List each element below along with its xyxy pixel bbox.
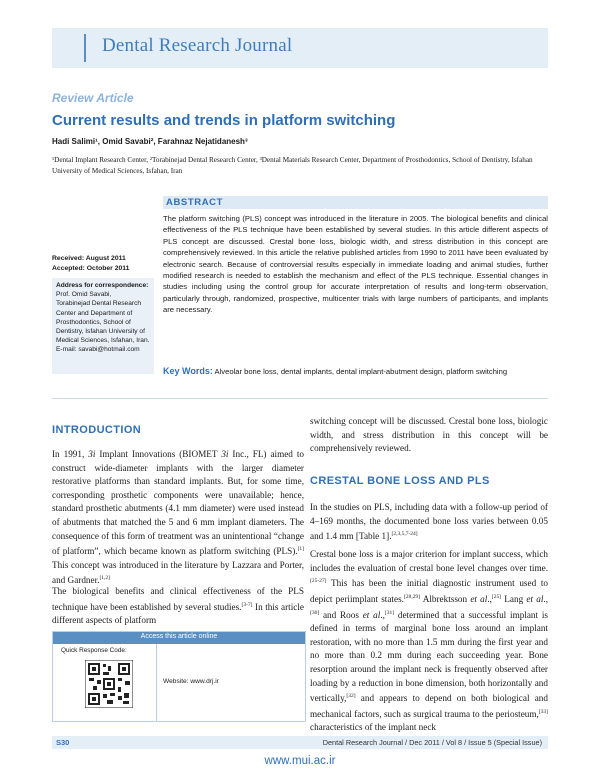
citation-ref[interactable]: [31] [384, 609, 395, 616]
citation-ref[interactable]: [1,2] [99, 575, 110, 582]
accepted-date: Accepted: October 2011 [52, 264, 130, 272]
citation-ref[interactable]: [1] [297, 546, 304, 553]
access-box-header-label: Access this article online [140, 633, 218, 640]
citation-ref[interactable]: [30] [310, 609, 320, 616]
correspondence-address: Torabinejad Dental Research Center and Department of Prosthodontics, School of Dentistry, Isfahan University of Medical Sciences, Isfahan, Iran. [56, 300, 150, 345]
citation-ref[interactable]: [28,29] [403, 593, 420, 600]
introduction-paragraph-1: In 1991, 3i Implant Innovations (BIOMET 3i Inc., FL) aimed to construct wide-diameter implants with the larger diameter restorative platforms than standard implants. But, for some time, corresponding prosthetic components were unavailable; hence, standard prosthetic abutments (4.1 mm diameter) were used instead of abutments that matched the 5 and 6 mm implant diameters. The consequence of this form of treatment was an unintentional “change of platform”, which became known as platform switching (PLS).[1] This concept was introduced in the literature by Lazzara and Porter, and Gardner.[1,2] [52, 449, 305, 586]
citation-ref[interactable]: [33] [538, 708, 548, 715]
introduction-continuation: switching concept will be discussed. Crestal bone loss, biologic width, and stress distribution in this concept will be comprehensively reviewed. [310, 416, 548, 454]
citation-ref[interactable]: [2,3,5,7-24] [391, 531, 418, 538]
source-url-link[interactable]: www.mui.ac.ir [264, 755, 336, 767]
citation-ref[interactable]: [3-7] [241, 601, 253, 608]
citation-ref[interactable]: [25] [491, 593, 502, 600]
header-accent-rule [84, 34, 86, 62]
crestal-paragraph-2: Crestal bone loss is a major criterion for implant success, which includes the evaluation of crestal bone level changes over time.[25-27] This has been the initial diagnostic instrument used to depict periimplant states.[28,29] Albrektsson et al.,[25] Lang et al.,[30] and Roos et al.,[31] determined that a successful implant is defined in terms of marginal bone loss around an implant restoration, with no more than 1.5 mm during the first year and no more than 0.2 mm during each succeeding year. Bone resorption around the implant neck is frequently observed after loading by a reduction in bone dimension, both horizontally and vertically,[32] and appears to depend on both biological and mechanical factors, such as surgical trauma to the periosteum,[33] characteristics of the implant neck [310, 549, 549, 733]
access-box-divider [156, 644, 157, 721]
abstract-heading: ABSTRACT [166, 197, 224, 208]
received-date: Received: August 2011 [52, 255, 126, 262]
crestal-bone-loss-heading: CRESTAL BONE LOSS AND PLS [310, 475, 490, 487]
citation-ref[interactable]: [32] [346, 693, 356, 700]
page-footer [52, 736, 548, 749]
abstract-text: The platform switching (PLS) concept was introduced in the literature in 2005. The biological benefits and clinical effectiveness of the PLS technique have been established by several studies. In this article different aspects of PLS concept are discussed. Crestal bone loss, biologic width, and stress distribution in this concept are comprehensively reviewed. In this article the relative published articles from 1990 to 2011 have been evaluated by electronic search. Because of controversial results especially in immediate loading and animal studies, further modified research is needed to establish the mechanism and effect of the PLS technique. Essential changes in studies including using the control group for accurate interpretation of results and long-term observation, particularly through, randomized, prospective, multicenter trials with large numbers of participants, and implants are necessary. [163, 214, 548, 315]
footer-citation: Dental Research Journal / Dec 2011 / Vol 8 / Issue 5 (Special Issue) [322, 738, 542, 747]
page-number: S30 [56, 738, 70, 747]
correspondence-email[interactable]: E-mail: savabi@hotmail.com [56, 346, 140, 354]
introduction-heading: INTRODUCTION [52, 424, 142, 436]
correspondence-name: Prof. Omid Savabi, [56, 291, 112, 299]
abstract-heading-bar [163, 196, 548, 209]
keywords-label: Key Words: [163, 366, 213, 376]
journal-title: Dental Research Journal [102, 35, 293, 56]
authors: Hadi Salimi¹, Omid Savabi², Farahnaz Nejatidanesh³ [52, 137, 248, 146]
qr-code-label: Quick Response Code: [61, 647, 127, 654]
keywords [163, 366, 548, 377]
affiliations: ¹Dental Implant Research Center, ²Torabinejad Dental Research Center, ³Dental Materials Research Center, Department of Prosthodontics, School of Dentistry, Isfahan University of Medical Sciences, Isfahan, Iran [52, 156, 533, 175]
introduction-paragraph-2: The biological benefits and clinical effectiveness of the PLS technique have been established by several studies.[3-7] In this article different aspects of platform [52, 586, 304, 626]
qr-code-icon[interactable] [85, 660, 133, 708]
paper-title: Current results and trends in platform switching [52, 112, 396, 129]
journal-header [52, 28, 548, 68]
section-divider [52, 398, 548, 399]
article-type-label: Review Article [52, 91, 134, 105]
website-link[interactable]: Website: www.drj.ir [163, 678, 219, 685]
access-box-header [53, 632, 305, 644]
citation-ref[interactable]: [25-27] [310, 578, 327, 585]
keywords-list: Alveolar bone loss, dental implants, dental implant-abutment design, platform switching [214, 367, 508, 376]
crestal-paragraph-1: In the studies on PLS, including data with a follow-up period of 4–169 months, the documented bone loss varies between 0.05 and 1.4 mm [Table 1].[2,3,5,7-24] [310, 502, 548, 542]
access-article-box [52, 631, 306, 722]
article-dates [52, 254, 129, 273]
correspondence-label: Address for correspondence: [56, 282, 149, 289]
correspondence-box [52, 278, 154, 374]
